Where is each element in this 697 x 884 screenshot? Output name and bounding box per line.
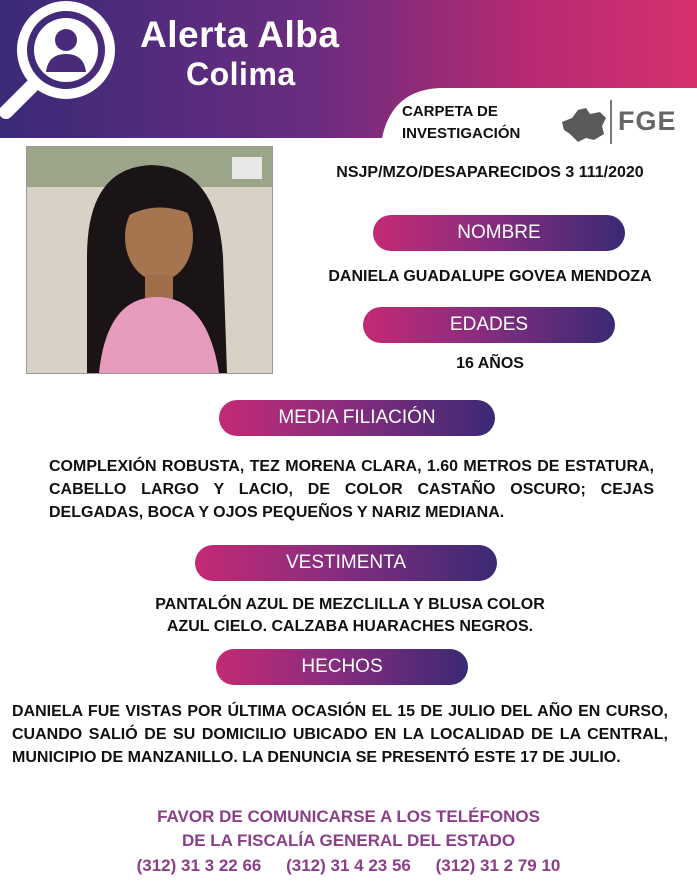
- missing-person-photo: [26, 146, 273, 374]
- physical-description: COMPLEXIÓN ROBUSTA, TEZ MORENA CLARA, 1.60 METROS DE ESTATURA, CABELLO LARGO Y LACIO, DE COLOR CASTAÑO OSCURO; CEJAS DELGADAS, BOCA Y OJOS PEQUEÑOS Y NARIZ MEDIANA.: [49, 458, 654, 521]
- contact-line-1: FAVOR DE COMUNICARSE A LOS TELÉFONOS: [157, 807, 540, 826]
- phone-number-1[interactable]: (312) 31 3 22 66: [136, 856, 262, 875]
- person-age: 16 AÑOS: [456, 355, 524, 372]
- edades-section-label: EDADES: [363, 307, 615, 343]
- carpeta-label: [402, 101, 520, 145]
- clothing-line-2: AZUL CIELO. CALZABA HUARACHES NEGROS.: [166, 618, 534, 635]
- phone-list: [0, 856, 697, 876]
- media-filiacion-section-label: MEDIA FILIACIÓN: [219, 400, 495, 436]
- nombre-section-label: NOMBRE: [373, 215, 625, 251]
- case-number: NSJP/MZO/DESAPARECIDOS 3 111/2020: [336, 164, 644, 181]
- fge-logo-text: FGE: [618, 106, 677, 136]
- person-search-icon: [0, 0, 130, 130]
- carpeta-line-2: INVESTIGACIÓN: [402, 125, 521, 142]
- logo-divider: [610, 100, 612, 144]
- carpeta-line-1: CARPETA DE: [402, 103, 498, 120]
- colima-state-map-icon: [560, 104, 608, 144]
- header-banner: [0, 0, 697, 140]
- hechos-section-label: HECHOS: [216, 649, 468, 685]
- phone-number-3[interactable]: (312) 31 2 79 10: [435, 856, 561, 875]
- fge-logo: [560, 98, 690, 148]
- person-name: DANIELA GUADALUPE GOVEA MENDOZA: [328, 268, 652, 285]
- app-title: Alerta Alba: [140, 14, 340, 55]
- contact-line-2: DE LA FISCALÍA GENERAL DEL ESTADO: [181, 831, 516, 850]
- clothing-description: [60, 594, 640, 638]
- app-subtitle: Colima: [186, 56, 296, 92]
- facts-description: DANIELA FUE VISTAS POR ÚLTIMA OCASIÓN EL 15 DE JULIO DEL AÑO EN CURSO, CUANDO SALIÓ DE SU DOMICILIO UBICADO EN LA LOCALIDAD DE LA CENTRAL, MUNICIPIO DE MANZANILLO. LA DENUNCIA SE PRESENTÓ ESTE 17 DE JULIO.: [12, 703, 668, 766]
- clothing-line-1: PANTALÓN AZUL DE MEZCLILLA Y BLUSA COLOR: [155, 596, 545, 613]
- vestimenta-section-label: VESTIMENTA: [195, 545, 497, 581]
- phone-number-2[interactable]: (312) 31 4 23 56: [286, 856, 411, 875]
